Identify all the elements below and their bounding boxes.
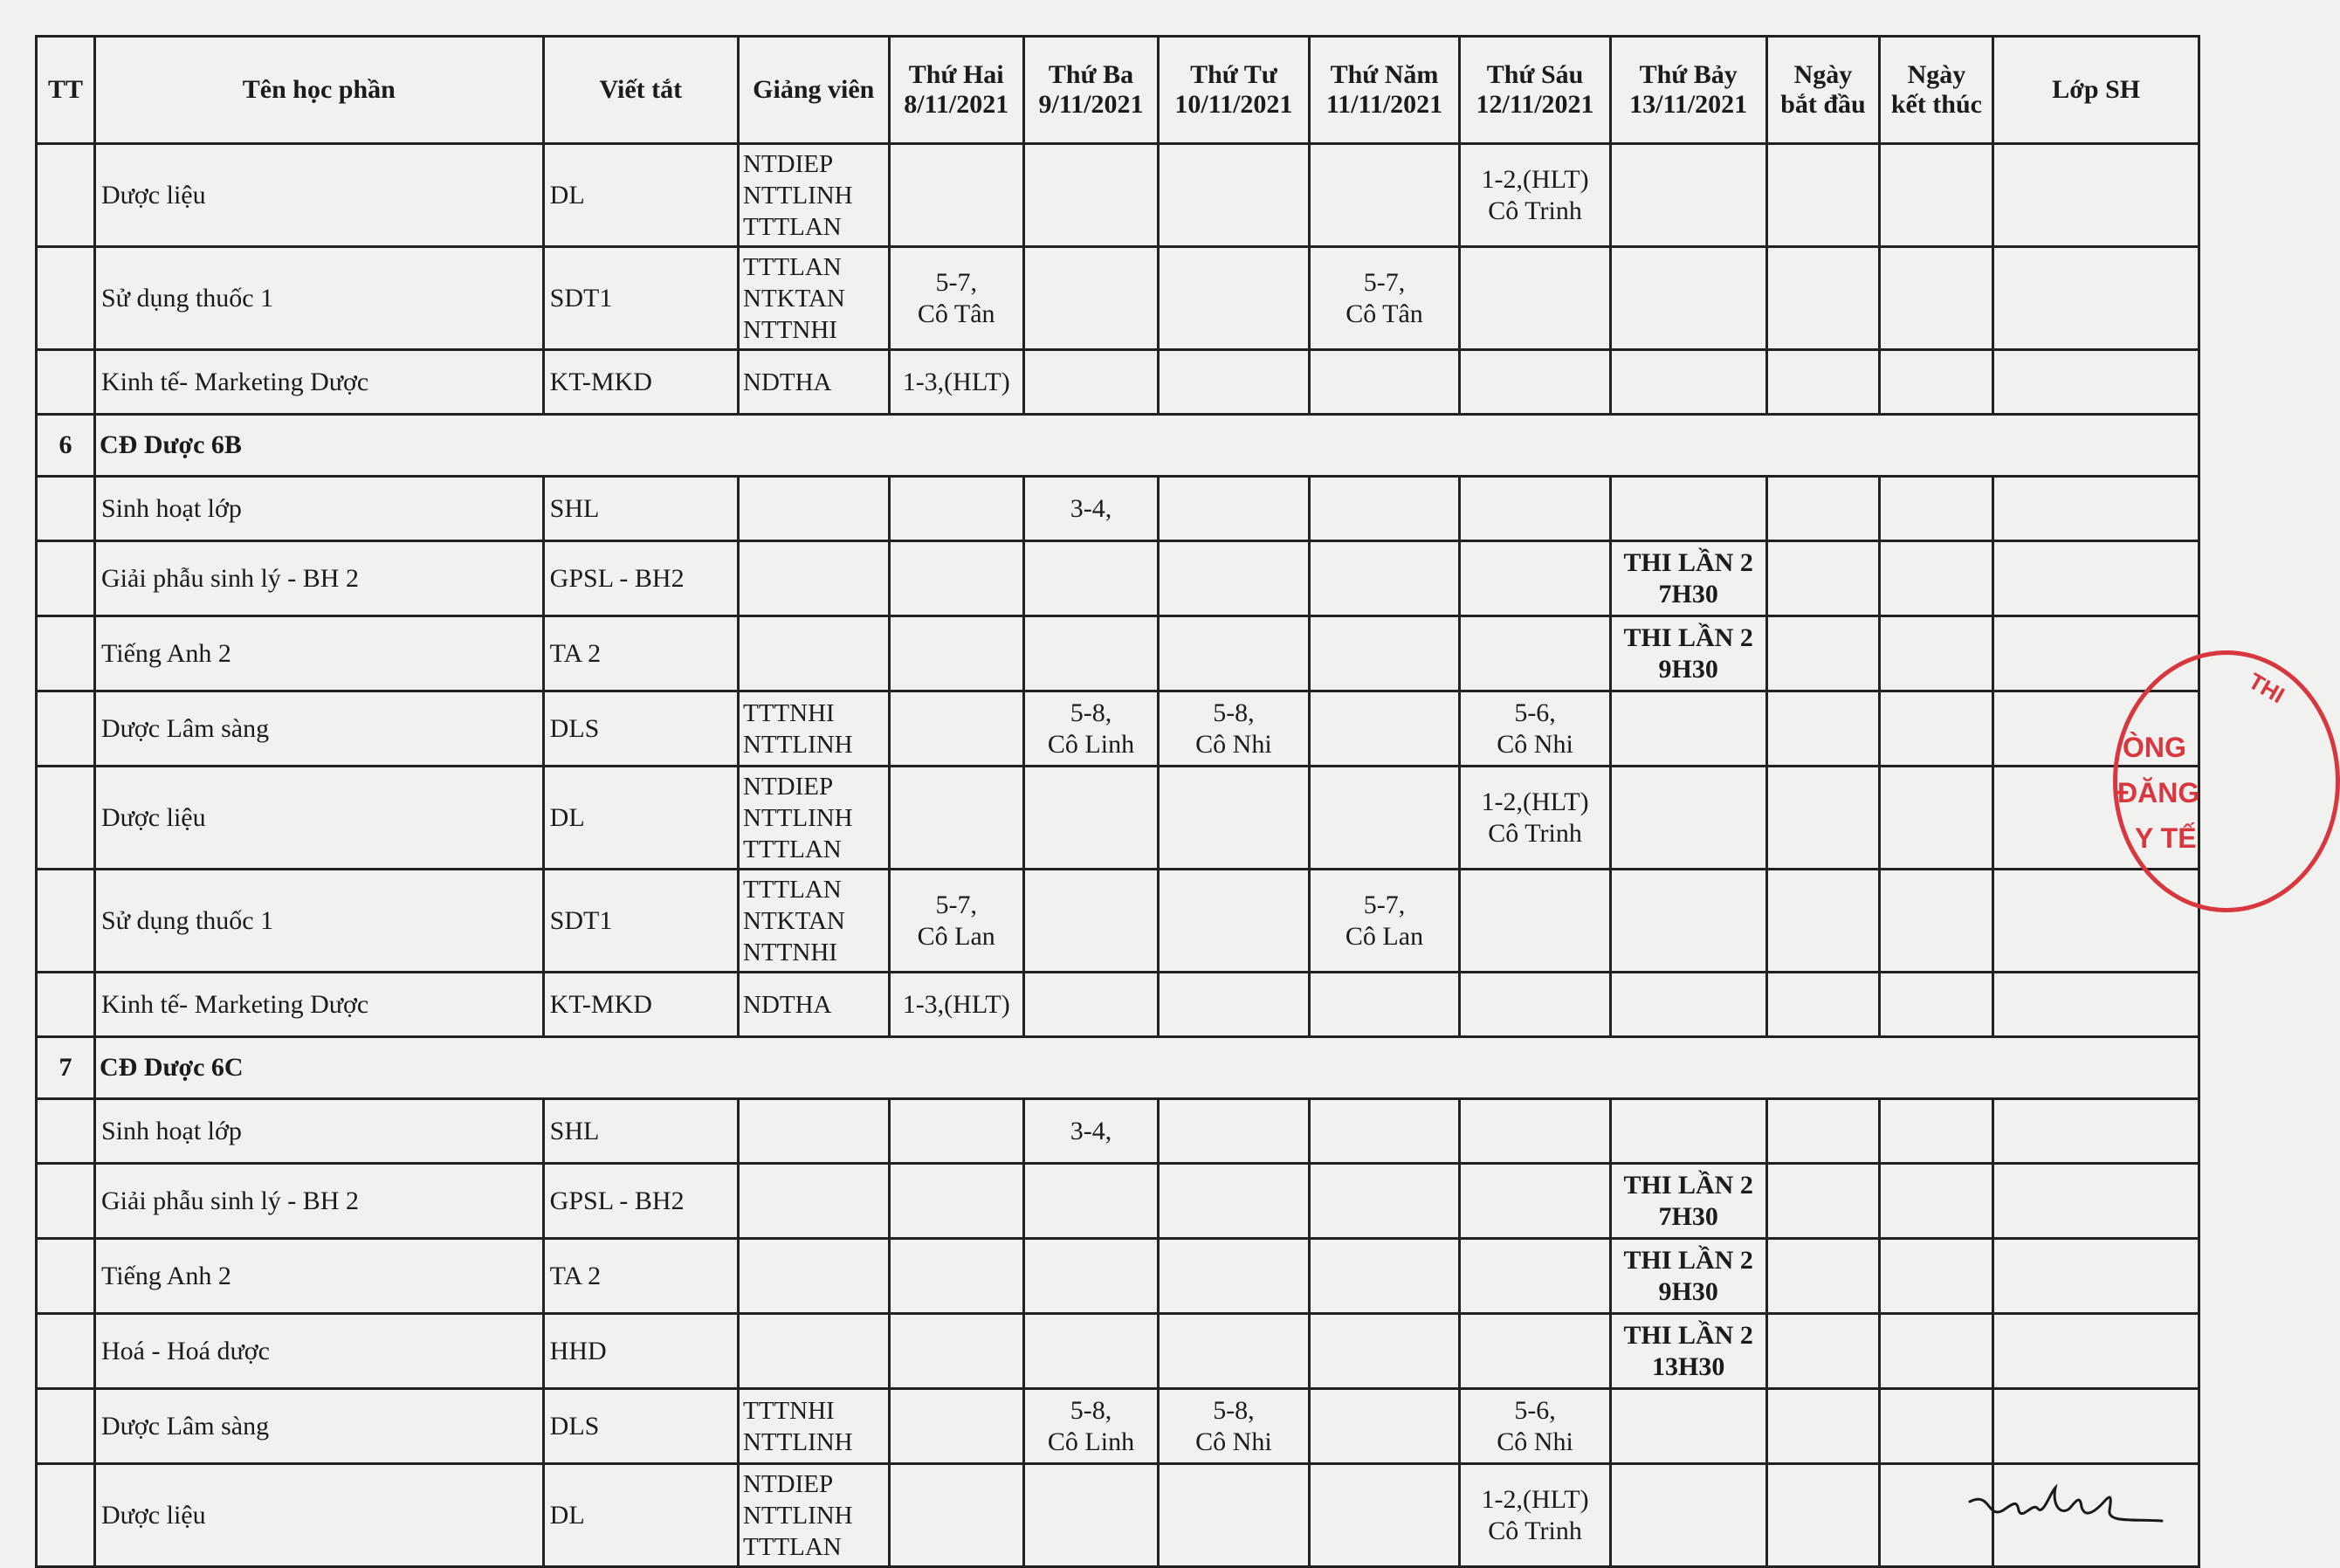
- class-sh: [1993, 1389, 2199, 1464]
- slot-fri: [1460, 1239, 1611, 1314]
- lecturer-codes: NTDIEP NTTLINH TTTLAN: [739, 144, 890, 247]
- slot-fri: 5-6, Cô Nhi: [1460, 1389, 1611, 1464]
- slot-mon: [889, 691, 1023, 767]
- course-name: Kinh tế- Marketing Dược: [95, 973, 544, 1037]
- lecturer-codes: [739, 477, 890, 541]
- end-date: [1880, 767, 1993, 870]
- end-date: [1880, 691, 1993, 767]
- end-date: [1880, 1099, 1993, 1164]
- slot-thu: 5-7, Cô Tân: [1309, 247, 1460, 350]
- class-sh: [1993, 477, 2199, 541]
- class-sh: [1993, 247, 2199, 350]
- start-date: [1766, 870, 1880, 973]
- header-tue: Thứ Ba 9/11/2021: [1023, 37, 1158, 144]
- slot-sat: [1610, 477, 1766, 541]
- course-row: [37, 1239, 2199, 1314]
- slot-fri: [1460, 247, 1611, 350]
- slot-mon: [889, 477, 1023, 541]
- header-sat: Thứ Bảy 13/11/2021: [1610, 37, 1766, 144]
- slot-thu: [1309, 616, 1460, 691]
- course-abbr: DL: [543, 1464, 738, 1567]
- row-number: [37, 1164, 95, 1239]
- slot-thu: [1309, 767, 1460, 870]
- table-body: [37, 144, 2199, 1567]
- course-row: [37, 1164, 2199, 1239]
- slot-sat: THI LẦN 2 9H30: [1610, 1239, 1766, 1314]
- slot-thu: [1309, 1099, 1460, 1164]
- class-group-row: [37, 415, 2199, 477]
- slot-sat: [1610, 1099, 1766, 1164]
- header-mon: Thứ Hai 8/11/2021: [889, 37, 1023, 144]
- start-date: [1766, 973, 1880, 1037]
- header-wed: Thứ Tư 10/11/2021: [1159, 37, 1310, 144]
- handwritten-signature: [1965, 1484, 2165, 1526]
- class-sh: [1993, 144, 2199, 247]
- end-date: [1880, 350, 1993, 415]
- slot-mon: [889, 1464, 1023, 1567]
- slot-fri: 1-2,(HLT) Cô Trinh: [1460, 1464, 1611, 1567]
- start-date: [1766, 1314, 1880, 1389]
- slot-sat: [1610, 350, 1766, 415]
- row-number: [37, 973, 95, 1037]
- slot-thu: [1309, 477, 1460, 541]
- course-abbr: TA 2: [543, 616, 738, 691]
- course-row: [37, 350, 2199, 415]
- header-course: Tên học phần: [95, 37, 544, 144]
- slot-wed: 5-8, Cô Nhi: [1159, 1389, 1310, 1464]
- header-tt: TT: [37, 37, 95, 144]
- start-date: [1766, 144, 1880, 247]
- slot-tue: 5-8, Cô Linh: [1023, 691, 1158, 767]
- header-class: Lớp SH: [1993, 37, 2199, 144]
- group-name: CĐ Dược 6C: [95, 1037, 2199, 1099]
- lecturer-codes: [739, 1239, 890, 1314]
- class-sh: [1993, 541, 2199, 616]
- slot-mon: 5-7, Cô Tân: [889, 247, 1023, 350]
- course-name: Tiếng Anh 2: [95, 616, 544, 691]
- course-abbr: DL: [543, 767, 738, 870]
- course-abbr: DLS: [543, 1389, 738, 1464]
- header-end: Ngày kết thúc: [1880, 37, 1993, 144]
- slot-thu: [1309, 1314, 1460, 1389]
- slot-thu: 5-7, Cô Lan: [1309, 870, 1460, 973]
- slot-tue: [1023, 870, 1158, 973]
- header-thu: Thứ Năm 11/11/2021: [1309, 37, 1460, 144]
- slot-wed: [1159, 767, 1310, 870]
- end-date: [1880, 1389, 1993, 1464]
- slot-mon: [889, 1314, 1023, 1389]
- slot-mon: [889, 1389, 1023, 1464]
- row-number: [37, 350, 95, 415]
- slot-thu: [1309, 973, 1460, 1037]
- slot-sat: [1610, 691, 1766, 767]
- start-date: [1766, 691, 1880, 767]
- course-name: Sinh hoạt lớp: [95, 477, 544, 541]
- slot-tue: [1023, 767, 1158, 870]
- slot-sat: THI LẦN 2 9H30: [1610, 616, 1766, 691]
- group-number: 6: [37, 415, 95, 477]
- slot-sat: THI LẦN 2 13H30: [1610, 1314, 1766, 1389]
- end-date: [1880, 541, 1993, 616]
- row-number: [37, 1314, 95, 1389]
- start-date: [1766, 1389, 1880, 1464]
- lecturer-codes: TTTNHI NTTLINH: [739, 691, 890, 767]
- slot-tue: 3-4,: [1023, 477, 1158, 541]
- course-row: [37, 870, 2199, 973]
- end-date: [1880, 870, 1993, 973]
- row-number: [37, 144, 95, 247]
- slot-thu: [1309, 350, 1460, 415]
- slot-mon: [889, 1164, 1023, 1239]
- course-row: [37, 616, 2199, 691]
- course-name: Dược Lâm sàng: [95, 691, 544, 767]
- slot-tue: 3-4,: [1023, 1099, 1158, 1164]
- slot-tue: [1023, 1164, 1158, 1239]
- slot-wed: [1159, 1464, 1310, 1567]
- lecturer-codes: [739, 541, 890, 616]
- course-row: [37, 691, 2199, 767]
- header-lecturer: Giảng viên: [739, 37, 890, 144]
- class-sh: [1993, 1164, 2199, 1239]
- slot-wed: [1159, 616, 1310, 691]
- lecturer-codes: [739, 616, 890, 691]
- slot-fri: [1460, 870, 1611, 973]
- end-date: [1880, 1164, 1993, 1239]
- slot-tue: [1023, 973, 1158, 1037]
- slot-fri: [1460, 350, 1611, 415]
- slot-wed: [1159, 541, 1310, 616]
- slot-sat: [1610, 1389, 1766, 1464]
- end-date: [1880, 973, 1993, 1037]
- course-row: [37, 1099, 2199, 1164]
- course-row: [37, 1464, 2199, 1567]
- start-date: [1766, 541, 1880, 616]
- start-date: [1766, 767, 1880, 870]
- start-date: [1766, 350, 1880, 415]
- slot-wed: [1159, 247, 1310, 350]
- slot-mon: [889, 1239, 1023, 1314]
- course-row: [37, 477, 2199, 541]
- course-row: [37, 144, 2199, 247]
- course-name: Sử dụng thuốc 1: [95, 247, 544, 350]
- course-abbr: TA 2: [543, 1239, 738, 1314]
- slot-tue: [1023, 616, 1158, 691]
- slot-thu: [1309, 1164, 1460, 1239]
- slot-fri: 1-2,(HLT) Cô Trinh: [1460, 144, 1611, 247]
- stamp-line: ÒNG: [2123, 732, 2186, 763]
- course-row: [37, 767, 2199, 870]
- slot-wed: 5-8, Cô Nhi: [1159, 691, 1310, 767]
- slot-mon: 5-7, Cô Lan: [889, 870, 1023, 973]
- course-name: Dược Lâm sàng: [95, 1389, 544, 1464]
- slot-wed: [1159, 1314, 1310, 1389]
- stamp-line: Y TẾ: [2135, 822, 2197, 854]
- start-date: [1766, 477, 1880, 541]
- slot-tue: [1023, 350, 1158, 415]
- slot-sat: [1610, 247, 1766, 350]
- course-name: Hoá - Hoá dược: [95, 1314, 544, 1389]
- lecturer-codes: TTTLAN NTKTAN NTTNHI: [739, 247, 890, 350]
- slot-sat: THI LẦN 2 7H30: [1610, 1164, 1766, 1239]
- slot-tue: [1023, 247, 1158, 350]
- slot-fri: [1460, 1314, 1611, 1389]
- end-date: [1880, 1314, 1993, 1389]
- slot-mon: 1-3,(HLT): [889, 973, 1023, 1037]
- schedule-table: [35, 35, 2200, 1568]
- course-abbr: SDT1: [543, 247, 738, 350]
- course-name: Kinh tế- Marketing Dược: [95, 350, 544, 415]
- end-date: [1880, 477, 1993, 541]
- lecturer-codes: NDTHA: [739, 350, 890, 415]
- slot-fri: [1460, 477, 1611, 541]
- start-date: [1766, 1099, 1880, 1164]
- row-number: [37, 1464, 95, 1567]
- row-number: [37, 691, 95, 767]
- header-fri: Thứ Sáu 12/11/2021: [1460, 37, 1611, 144]
- start-date: [1766, 1164, 1880, 1239]
- lecturer-codes: NTDIEP NTTLINH TTTLAN: [739, 767, 890, 870]
- slot-wed: [1159, 973, 1310, 1037]
- slot-wed: [1159, 1239, 1310, 1314]
- slot-tue: [1023, 1314, 1158, 1389]
- course-abbr: KT-MKD: [543, 350, 738, 415]
- row-number: [37, 1099, 95, 1164]
- slot-fri: [1460, 616, 1611, 691]
- end-date: [1880, 247, 1993, 350]
- course-row: [37, 247, 2199, 350]
- course-abbr: KT-MKD: [543, 973, 738, 1037]
- stamp-line: ĐĂNG: [2117, 777, 2200, 808]
- row-number: [37, 870, 95, 973]
- course-abbr: SHL: [543, 477, 738, 541]
- course-row: [37, 1314, 2199, 1389]
- lecturer-codes: TTTNHI NTTLINH: [739, 1389, 890, 1464]
- lecturer-codes: [739, 1164, 890, 1239]
- slot-fri: [1460, 973, 1611, 1037]
- slot-fri: [1460, 1099, 1611, 1164]
- start-date: [1766, 247, 1880, 350]
- slot-mon: [889, 1099, 1023, 1164]
- slot-thu: [1309, 1389, 1460, 1464]
- slot-wed: [1159, 477, 1310, 541]
- row-number: [37, 1389, 95, 1464]
- slot-fri: [1460, 541, 1611, 616]
- slot-fri: 1-2,(HLT) Cô Trinh: [1460, 767, 1611, 870]
- slot-mon: [889, 616, 1023, 691]
- slot-sat: [1610, 1464, 1766, 1567]
- slot-wed: [1159, 1164, 1310, 1239]
- lecturer-codes: [739, 1099, 890, 1164]
- slot-tue: [1023, 1239, 1158, 1314]
- class-sh: [1993, 350, 2199, 415]
- course-row: [37, 1389, 2199, 1464]
- course-name: Sinh hoạt lớp: [95, 1099, 544, 1164]
- slot-sat: [1610, 767, 1766, 870]
- red-seal-stamp: [2113, 650, 2340, 912]
- course-name: Dược liệu: [95, 1464, 544, 1567]
- row-number: [37, 767, 95, 870]
- slot-fri: [1460, 1164, 1611, 1239]
- slot-tue: [1023, 1464, 1158, 1567]
- slot-thu: [1309, 691, 1460, 767]
- start-date: [1766, 1239, 1880, 1314]
- group-name: CĐ Dược 6B: [95, 415, 2199, 477]
- course-name: Dược liệu: [95, 767, 544, 870]
- start-date: [1766, 1464, 1880, 1567]
- slot-tue: [1023, 144, 1158, 247]
- row-number: [37, 247, 95, 350]
- course-name: Giải phẫu sinh lý - BH 2: [95, 541, 544, 616]
- slot-tue: [1023, 541, 1158, 616]
- row-number: [37, 616, 95, 691]
- class-sh: [1993, 1314, 2199, 1389]
- stamp-line: THI: [2244, 667, 2289, 709]
- slot-wed: [1159, 350, 1310, 415]
- course-name: Dược liệu: [95, 144, 544, 247]
- class-group-row: [37, 1037, 2199, 1099]
- course-row: [37, 973, 2199, 1037]
- slot-wed: [1159, 144, 1310, 247]
- slot-sat: THI LẦN 2 7H30: [1610, 541, 1766, 616]
- class-sh: [1993, 1239, 2199, 1314]
- schedule-sheet: [35, 35, 2200, 1568]
- table-header: [37, 37, 2199, 144]
- end-date: [1880, 1239, 1993, 1314]
- slot-thu: [1309, 1464, 1460, 1567]
- lecturer-codes: NDTHA: [739, 973, 890, 1037]
- header-abbr: Viết tắt: [543, 37, 738, 144]
- slot-mon: 1-3,(HLT): [889, 350, 1023, 415]
- slot-wed: [1159, 870, 1310, 973]
- lecturer-codes: [739, 1314, 890, 1389]
- course-abbr: SHL: [543, 1099, 738, 1164]
- course-abbr: GPSL - BH2: [543, 541, 738, 616]
- lecturer-codes: TTTLAN NTKTAN NTTNHI: [739, 870, 890, 973]
- end-date: [1880, 616, 1993, 691]
- class-sh: [1993, 973, 2199, 1037]
- slot-thu: [1309, 541, 1460, 616]
- row-number: [37, 541, 95, 616]
- slot-sat: [1610, 870, 1766, 973]
- header-start: Ngày bắt đầu: [1766, 37, 1880, 144]
- course-name: Sử dụng thuốc 1: [95, 870, 544, 973]
- slot-thu: [1309, 1239, 1460, 1314]
- slot-thu: [1309, 144, 1460, 247]
- course-row: [37, 541, 2199, 616]
- slot-mon: [889, 541, 1023, 616]
- slot-sat: [1610, 973, 1766, 1037]
- slot-wed: [1159, 1099, 1310, 1164]
- course-abbr: SDT1: [543, 870, 738, 973]
- slot-mon: [889, 144, 1023, 247]
- row-number: [37, 477, 95, 541]
- end-date: [1880, 144, 1993, 247]
- row-number: [37, 1239, 95, 1314]
- slot-fri: 5-6, Cô Nhi: [1460, 691, 1611, 767]
- course-abbr: DL: [543, 144, 738, 247]
- course-abbr: GPSL - BH2: [543, 1164, 738, 1239]
- course-abbr: HHD: [543, 1314, 738, 1389]
- lecturer-codes: NTDIEP NTTLINH TTTLAN: [739, 1464, 890, 1567]
- slot-sat: [1610, 144, 1766, 247]
- class-sh: [1993, 1099, 2199, 1164]
- start-date: [1766, 616, 1880, 691]
- slot-mon: [889, 767, 1023, 870]
- course-abbr: DLS: [543, 691, 738, 767]
- course-name: Tiếng Anh 2: [95, 1239, 544, 1314]
- slot-tue: 5-8, Cô Linh: [1023, 1389, 1158, 1464]
- group-number: 7: [37, 1037, 95, 1099]
- course-name: Giải phẫu sinh lý - BH 2: [95, 1164, 544, 1239]
